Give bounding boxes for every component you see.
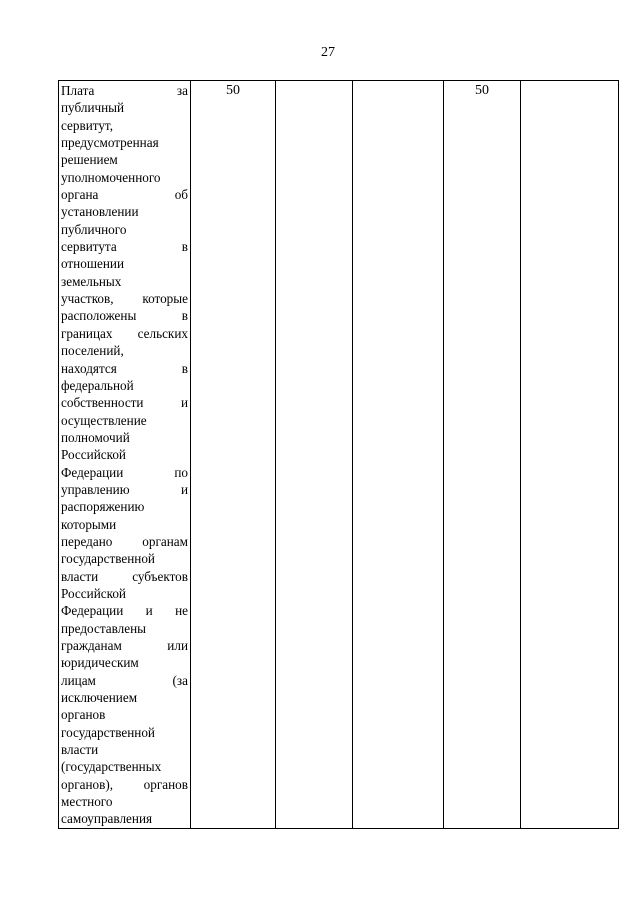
description-line: исключением xyxy=(61,690,138,706)
description-line: власти xyxy=(61,742,99,758)
description-line: уполномоченного xyxy=(61,169,161,185)
description-line: публичный xyxy=(61,100,125,116)
description-text xyxy=(61,81,188,828)
description-line: Российской xyxy=(61,447,126,463)
description-line: публичного xyxy=(61,221,127,237)
description-line: осуществление xyxy=(61,412,147,428)
description-line: органа об xyxy=(61,187,188,203)
description-line: которыми xyxy=(61,516,117,532)
description-line: (государственных xyxy=(61,759,162,775)
description-line: местного xyxy=(61,794,113,810)
description-line: самоуправления xyxy=(61,811,153,827)
description-line: земельных xyxy=(61,273,122,289)
description-line: находятся в xyxy=(61,360,188,376)
description-line: предоставлены xyxy=(61,620,146,636)
value-cell-col3 xyxy=(276,81,353,829)
description-cell xyxy=(59,81,191,829)
description-line: передано органам xyxy=(61,533,188,549)
budget-table xyxy=(58,80,619,829)
value-cell-col4 xyxy=(353,81,444,829)
description-line: сервитут, xyxy=(61,117,113,133)
description-line: сервитута в xyxy=(61,239,188,255)
description-line: лицам (за xyxy=(61,672,188,688)
value-cell-col5: 50 xyxy=(444,81,521,829)
description-line: федеральной xyxy=(61,377,134,393)
description-line: Федерации по xyxy=(61,464,188,480)
description-line: государственной xyxy=(61,724,155,740)
description-line: Российской xyxy=(61,585,126,601)
description-line: отношении xyxy=(61,256,125,272)
description-line: полномочий xyxy=(61,429,130,445)
page-number: 27 xyxy=(321,45,335,60)
table-row xyxy=(59,81,619,829)
description-line: Федерации и не xyxy=(61,603,188,619)
description-line: поселений, xyxy=(61,343,124,359)
description-line: границах сельских xyxy=(61,325,188,341)
description-line: органов), органов xyxy=(61,776,188,792)
description-line: решением xyxy=(61,152,118,168)
description-line: государственной xyxy=(61,551,155,567)
description-line: Плата за xyxy=(61,83,188,98)
description-line: управлению и xyxy=(61,481,188,497)
description-line: юридическим xyxy=(61,655,139,671)
description-line: собственности и xyxy=(61,395,188,411)
description-line: установлении xyxy=(61,204,139,220)
description-line: распоряжению xyxy=(61,499,145,515)
description-line: органов xyxy=(61,707,106,723)
description-line: власти субъектов xyxy=(61,568,188,584)
value-cell-col2: 50 xyxy=(191,81,276,829)
value-cell-col6 xyxy=(521,81,619,829)
description-line: предусмотренная xyxy=(61,135,159,151)
description-line: гражданам или xyxy=(61,638,188,653)
description-line: расположены в xyxy=(61,308,188,324)
description-line: участков, которые xyxy=(61,291,188,307)
